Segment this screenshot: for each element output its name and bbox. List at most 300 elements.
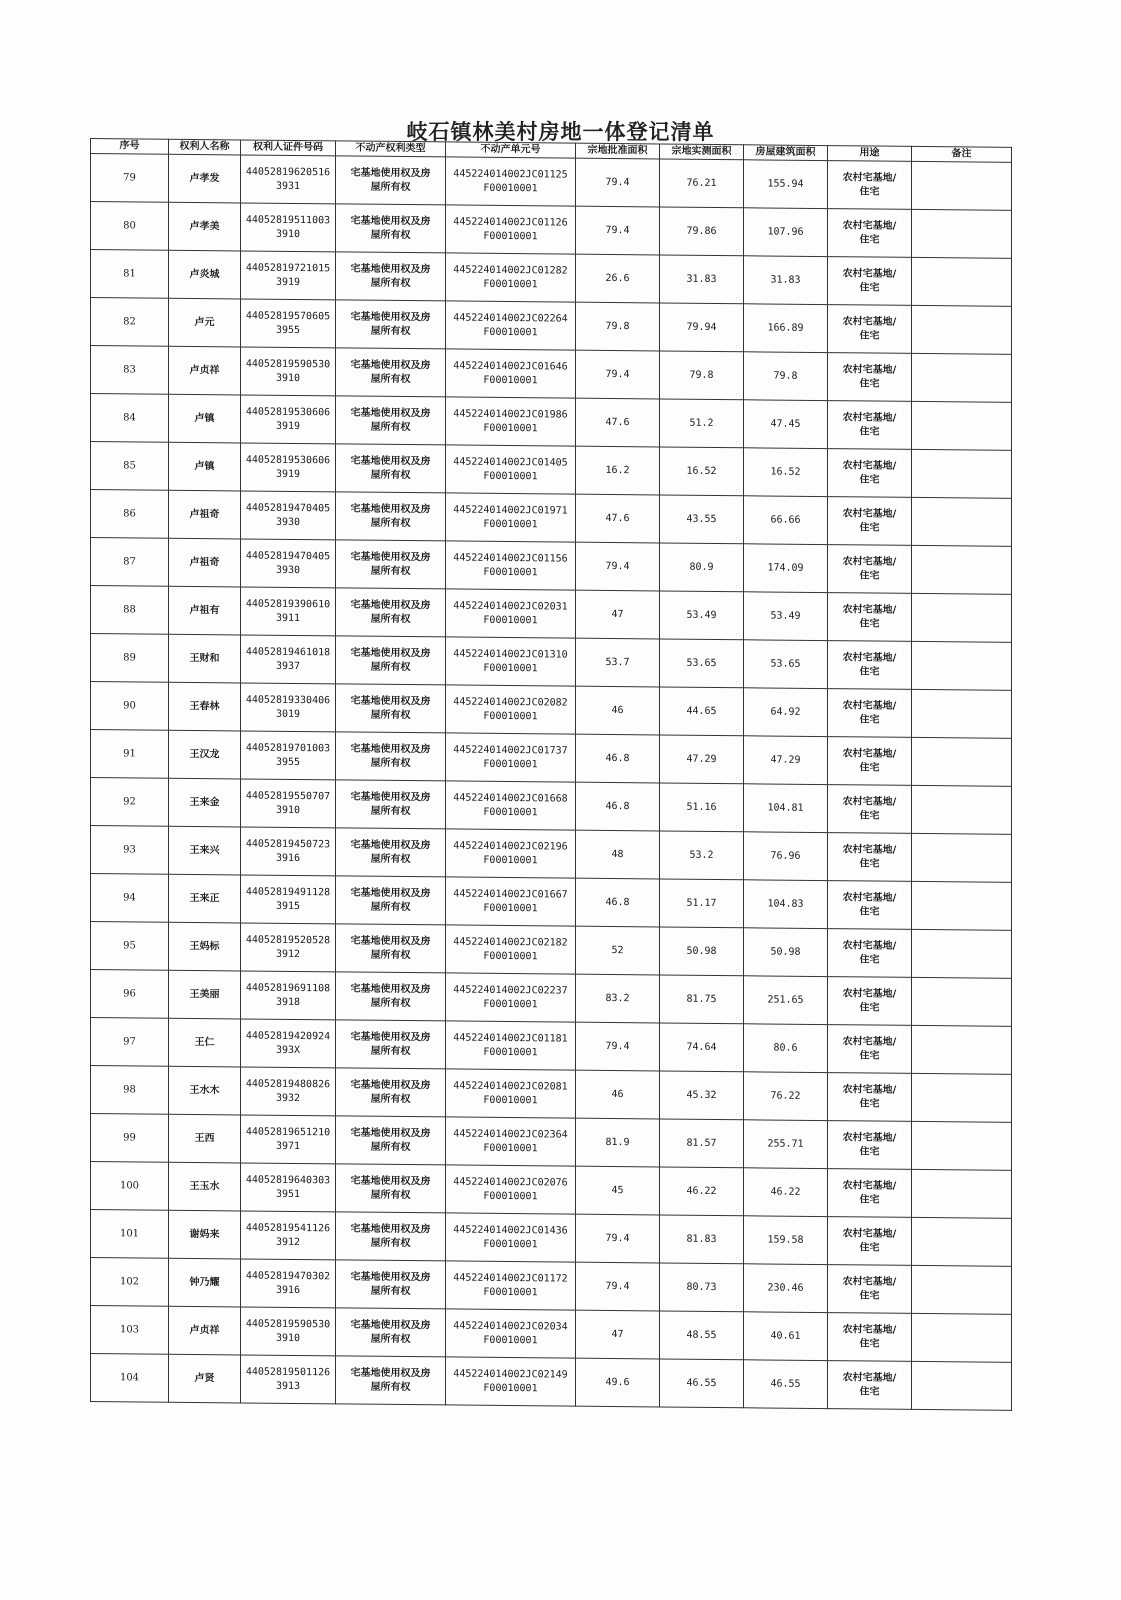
cell-right-type [336,588,446,637]
cell-use-text: 农村宅基地/ [842,699,897,712]
cell-use-text: 农村宅基地/ [842,315,897,328]
cell-owner-name-text: 卢祖有 [189,604,220,616]
cell-unit-number [446,733,576,782]
cell-seq [91,1114,169,1163]
cell-owner-name [169,826,241,875]
cell-approved-area-text: 46.8 [605,896,630,908]
cell-measured-area-text: 51.16 [686,801,717,813]
cell-unit-number-text: 445224014002JC01172 [453,1271,568,1285]
cell-approved-area [576,302,660,351]
cell-right-type-text: 宅基地使用权及房 [350,887,431,899]
cell-unit-number [446,541,576,590]
cell-owner-name-text: 王美丽 [189,988,220,1000]
cell-owner-id-text: 44052819651210 [245,1125,331,1138]
cell-use-text: 住宅 [859,1145,880,1158]
cell-remarks [912,1265,1012,1314]
cell-remarks-text [914,1289,1009,1290]
cell-remarks [912,257,1012,306]
cell-owner-id-text: 3937 [275,660,301,672]
cell-unit-number [446,1117,576,1166]
cell-right-type-text: 宅基地使用权及房 [350,935,431,947]
cell-owner-name [169,682,241,731]
cell-approved-area [576,1118,660,1167]
cell-remarks-text [914,761,1009,762]
cell-measured-area-text: 81.75 [686,993,717,1005]
cell-owner-name-text: 卢孝美 [189,220,220,232]
table-row [91,394,1012,451]
document-title: 岐石镇林美村房地一体登记清单 [406,119,715,144]
cell-owner-id [241,443,336,492]
cell-building-area [744,1168,828,1217]
cell-owner-id-text: 44052819480826 [245,1077,331,1090]
table-row [91,682,1012,739]
cell-owner-name-text: 王来兴 [189,844,220,856]
cell-approved-area-text: 79.4 [605,224,630,236]
cell-use [828,1025,912,1074]
cell-building-area [744,160,828,209]
cell-owner-name [169,634,241,683]
cell-unit-number-text: 445224014002JC02031 [453,599,568,613]
cell-use-text: 住宅 [859,953,880,966]
cell-use-text: 农村宅基地/ [842,843,897,856]
cell-use [828,1313,912,1362]
cell-measured-area-text: 48.55 [686,1329,717,1341]
cell-unit-number [446,1357,576,1406]
cell-unit-number [446,589,576,638]
cell-seq [91,682,169,731]
cell-owner-name [169,922,241,971]
cell-use [828,257,912,306]
cell-right-type-text: 宅基地使用权及房 [350,1079,431,1091]
cell-seq-text: 89 [123,651,136,663]
cell-seq-text: 88 [123,603,136,615]
cell-owner-id [241,395,336,444]
cell-owner-id-text: 393X [275,1044,301,1056]
cell-use [828,977,912,1026]
cell-building-area [744,208,828,257]
cell-owner-id [241,1067,336,1116]
cell-owner-id-text: 3916 [275,1284,301,1296]
cell-remarks-text [914,1145,1009,1146]
cell-approved-area [576,734,660,783]
cell-use [828,593,912,642]
cell-approved-area-text: 46 [611,704,624,716]
cell-use [828,353,912,402]
cell-measured-area [660,687,744,736]
table-row [91,298,1012,355]
cell-owner-id-text: 3912 [275,948,301,960]
cell-unit-number-text: F00010001 [483,710,538,722]
cell-owner-id [241,1355,336,1404]
cell-unit-number-text: F00010001 [483,998,538,1010]
cell-use-text: 住宅 [859,1289,880,1302]
cell-owner-id [241,923,336,972]
cell-owner-name-text: 卢炎城 [189,268,220,280]
cell-right-type-text: 屋所有权 [370,1285,411,1297]
cell-owner-name [169,586,241,635]
cell-remarks [912,641,1012,690]
table-row [91,826,1012,883]
cell-building-area [744,544,828,593]
cell-owner-name [169,250,241,299]
cell-use [828,785,912,834]
cell-unit-number-text: F00010001 [483,1286,538,1298]
cell-unit-number [446,685,576,734]
cell-approved-area [576,638,660,687]
cell-measured-area [660,1119,744,1168]
cell-remarks-text [914,1385,1009,1386]
cell-remarks-text [914,281,1009,282]
cell-approved-area [576,158,660,207]
cell-building-area [744,1360,828,1409]
cell-right-type-text: 屋所有权 [370,1381,411,1393]
cell-remarks [912,353,1012,402]
cell-right-type-text: 宅基地使用权及房 [350,503,431,515]
cell-seq [91,730,169,779]
cell-unit-number-text: F00010001 [483,614,538,626]
cell-owner-name-text: 卢元 [194,316,215,328]
cell-right-type-text: 宅基地使用权及房 [350,695,431,707]
cell-use-text: 农村宅基地/ [842,1371,897,1384]
cell-unit-number [446,349,576,398]
cell-owner-id-text: 44052819330406 [245,693,331,706]
cell-owner-id [241,491,336,540]
cell-owner-id [241,1259,336,1308]
cell-owner-name-text: 王西 [194,1132,215,1144]
cell-right-type-text: 屋所有权 [370,1093,411,1105]
cell-measured-area [660,1311,744,1360]
cell-use-text: 农村宅基地/ [842,987,897,1000]
cell-remarks-text [914,857,1009,858]
cell-right-type-text: 宅基地使用权及房 [350,359,431,371]
cell-seq-text: 81 [123,267,136,279]
cell-owner-name [169,778,241,827]
cell-seq-text: 87 [123,555,136,567]
cell-right-type-text: 屋所有权 [370,901,411,913]
cell-owner-id-text: 3910 [275,804,301,816]
cell-measured-area [660,159,744,208]
cell-owner-id-text: 3955 [275,324,301,336]
cell-owner-id-text: 44052819470405 [245,549,331,562]
cell-building-area-text: 255.71 [767,1138,804,1150]
cell-approved-area [576,542,660,591]
cell-unit-number-text: 445224014002JC01667 [453,887,568,901]
cell-unit-number-text: F00010001 [483,326,538,338]
cell-measured-area-text: 76.21 [686,177,717,189]
cell-owner-id [241,1115,336,1164]
cell-remarks [912,833,1012,882]
cell-owner-id-text: 44052819590530 [245,357,331,370]
cell-seq [91,874,169,923]
cell-owner-id [241,827,336,876]
cell-building-area-text: 47.29 [770,754,801,766]
cell-approved-area-text: 83.2 [605,992,630,1004]
cell-building-area-text: 53.65 [770,658,801,670]
cell-approved-area [576,254,660,303]
cell-use [828,1169,912,1218]
cell-owner-name [169,154,241,203]
cell-seq [91,346,169,395]
cell-owner-name-text: 王财和 [189,652,220,664]
cell-right-type [336,444,446,493]
cell-right-type [336,540,446,589]
cell-approved-area [576,926,660,975]
cell-unit-number [446,1261,576,1310]
cell-remarks [912,545,1012,594]
cell-building-area-text: 76.22 [770,1090,801,1102]
cell-owner-name [169,730,241,779]
cell-remarks-text [914,425,1009,426]
cell-measured-area-text: 81.83 [686,1233,717,1245]
cell-measured-area [660,1167,744,1216]
cell-unit-number [446,925,576,974]
cell-right-type-text: 宅基地使用权及房 [350,647,431,659]
header-seq: 序号 [91,139,169,155]
cell-approved-area-text: 79.8 [605,320,630,332]
cell-right-type-text: 屋所有权 [370,709,411,721]
table-row [91,1258,1012,1315]
cell-building-area-text: 80.6 [773,1042,798,1054]
cell-owner-name-text: 卢贞祥 [189,364,220,376]
cell-building-area-text: 31.83 [770,274,801,286]
cell-owner-id-text: 3910 [275,372,301,384]
cell-right-type-text: 宅基地使用权及房 [350,1127,431,1139]
cell-approved-area [576,1166,660,1215]
cell-remarks-text [914,1193,1009,1194]
cell-remarks [912,593,1012,642]
cell-owner-id-text: 3919 [275,420,301,432]
cell-owner-name [169,490,241,539]
cell-owner-id-text: 44052819570605 [245,309,331,322]
cell-unit-number-text: F00010001 [483,902,538,914]
cell-owner-id-text: 44052819701003 [245,741,331,754]
cell-use-text: 住宅 [859,281,880,294]
cell-building-area [744,784,828,833]
cell-measured-area-text: 79.94 [686,321,717,333]
cell-remarks-text [914,1097,1009,1098]
cell-unit-number-text: 445224014002JC02081 [453,1079,568,1093]
cell-right-type-text: 屋所有权 [370,757,411,769]
header-remarks: 备注 [912,146,1012,162]
cell-use [828,401,912,450]
cell-unit-number-text: F00010001 [483,374,538,386]
cell-owner-id-text: 44052819470405 [245,501,331,514]
cell-remarks [912,1073,1012,1122]
cell-right-type-text: 宅基地使用权及房 [350,311,431,323]
cell-use-text: 住宅 [859,665,880,678]
cell-approved-area-text: 52 [611,944,624,956]
cell-unit-number-text: 445224014002JC01646 [453,359,568,373]
cell-owner-name [169,298,241,347]
cell-unit-number [446,1213,576,1262]
cell-unit-number-text: 445224014002JC01125 [453,167,568,181]
cell-owner-name [169,1210,241,1259]
cell-building-area-text: 46.22 [770,1186,801,1198]
cell-owner-id [241,1307,336,1356]
cell-measured-area [660,1263,744,1312]
cell-approved-area [576,590,660,639]
cell-right-type [336,876,446,925]
cell-owner-id-text: 3019 [275,708,301,720]
cell-owner-id-text: 44052819530606 [245,405,331,418]
cell-use [828,209,912,258]
cell-unit-number [446,1309,576,1358]
cell-measured-area-text: 44.65 [686,705,717,717]
cell-use-text: 农村宅基地/ [842,1035,897,1048]
cell-right-type [336,252,446,301]
cell-building-area-text: 107.96 [767,226,804,238]
cell-owner-id-text: 3930 [275,516,301,528]
cell-remarks [912,1121,1012,1170]
cell-unit-number-text: F00010001 [483,518,538,530]
cell-use [828,1361,912,1410]
cell-unit-number [446,973,576,1022]
cell-approved-area-text: 79.4 [605,1040,630,1052]
cell-seq-text: 90 [123,699,136,711]
cell-remarks-text [914,329,1009,330]
cell-unit-number-text: F00010001 [483,230,538,242]
cell-use [828,497,912,546]
cell-right-type [336,828,446,877]
cell-seq-text: 86 [123,507,136,519]
cell-owner-id [241,347,336,396]
cell-remarks-text [914,521,1009,522]
cell-approved-area [576,494,660,543]
cell-owner-name-text: 卢镇 [194,412,215,424]
cell-right-type [336,1164,446,1213]
cell-approved-area-text: 46.8 [605,800,630,812]
cell-right-type [336,1260,446,1309]
cell-unit-number-text: 445224014002JC01181 [453,1031,568,1045]
cell-owner-id [241,635,336,684]
cell-approved-area [576,878,660,927]
cell-right-type-text: 屋所有权 [370,949,411,961]
cell-seq-text: 99 [123,1131,136,1143]
cell-right-type-text: 屋所有权 [370,853,411,865]
cell-owner-name-text: 王仁 [194,1036,215,1048]
cell-right-type-text: 屋所有权 [370,1141,411,1153]
cell-owner-id [241,251,336,300]
cell-approved-area-text: 45 [611,1184,624,1196]
cell-remarks-text [914,809,1009,810]
cell-owner-id-text: 44052819691108 [245,981,331,994]
cell-owner-id-text: 44052819541126 [245,1221,331,1234]
cell-use-text: 住宅 [859,1385,880,1398]
cell-approved-area-text: 47.6 [605,416,630,428]
header-owner-name: 权利人名称 [169,139,241,155]
table-row [91,442,1012,499]
cell-remarks [912,1217,1012,1266]
cell-building-area-text: 104.83 [767,898,804,910]
cell-measured-area [660,447,744,496]
cell-right-type-text: 屋所有权 [370,1237,411,1249]
cell-approved-area [576,686,660,735]
cell-use [828,881,912,930]
cell-seq-text: 84 [123,411,136,423]
cell-building-area [744,496,828,545]
cell-remarks [912,881,1012,930]
cell-remarks [912,1169,1012,1218]
cell-right-type-text: 宅基地使用权及房 [350,407,431,419]
cell-unit-number-text: F00010001 [483,566,538,578]
cell-approved-area [576,1310,660,1359]
cell-unit-number-text: 445224014002JC02182 [453,935,568,949]
cell-owner-id-text: 44052819530606 [245,453,331,466]
cell-building-area-text: 40.61 [770,1330,801,1342]
cell-remarks-text [914,617,1009,618]
cell-building-area [744,1264,828,1313]
cell-measured-area [660,1071,744,1120]
cell-owner-id-text: 3915 [275,900,301,912]
cell-measured-area-text: 45.32 [686,1089,717,1101]
cell-unit-number [446,781,576,830]
cell-use-text: 住宅 [859,569,880,582]
cell-right-type [336,1020,446,1069]
cell-use-text: 农村宅基地/ [842,363,897,376]
cell-remarks-text [914,377,1009,378]
cell-measured-area-text: 50.98 [686,945,717,957]
cell-seq [91,202,169,251]
cell-building-area-text: 166.89 [767,322,804,334]
cell-seq [91,586,169,635]
cell-remarks [912,1361,1012,1410]
cell-use-text: 住宅 [859,185,880,198]
cell-owner-name-text: 卢祖奇 [189,508,220,520]
cell-building-area-text: 66.66 [770,514,801,526]
cell-building-area-text: 47.45 [770,418,801,430]
cell-owner-name [169,1306,241,1355]
cell-use-text: 住宅 [859,713,880,726]
cell-seq [91,1306,169,1355]
cell-owner-id [241,1211,336,1260]
cell-unit-number-text: 445224014002JC01126 [453,215,568,229]
cell-remarks-text [914,1049,1009,1050]
cell-seq-text: 103 [119,1323,140,1335]
table-row [91,202,1012,259]
cell-owner-id [241,299,336,348]
cell-unit-number-text: F00010001 [483,182,538,194]
cell-unit-number-text: 445224014002JC02196 [453,839,568,853]
cell-right-type-text: 屋所有权 [370,1189,411,1201]
cell-owner-id [241,731,336,780]
cell-approved-area [576,446,660,495]
cell-remarks-text [914,185,1009,186]
cell-seq-text: 97 [123,1035,136,1047]
cell-use-text: 住宅 [859,329,880,342]
cell-right-type-text: 宅基地使用权及房 [350,1367,431,1379]
cell-remarks [912,209,1012,258]
cell-seq [91,970,169,1019]
cell-owner-id [241,155,336,204]
cell-seq [91,634,169,683]
cell-owner-name-text: 王汉龙 [189,748,220,760]
cell-right-type-text: 屋所有权 [370,229,411,241]
table-row [91,586,1012,643]
cell-seq [91,1066,169,1115]
cell-remarks-text [914,713,1009,714]
cell-seq-text: 85 [123,459,136,471]
cell-unit-number [446,253,576,302]
cell-unit-number-text: F00010001 [483,1142,538,1154]
cell-building-area-text: 46.55 [770,1378,801,1390]
cell-use-text: 农村宅基地/ [842,1275,897,1288]
cell-owner-id [241,1019,336,1068]
cell-use-text: 住宅 [859,1241,880,1254]
cell-building-area [744,880,828,929]
cell-remarks [912,497,1012,546]
cell-use [828,305,912,354]
cell-use-text: 农村宅基地/ [842,651,897,664]
